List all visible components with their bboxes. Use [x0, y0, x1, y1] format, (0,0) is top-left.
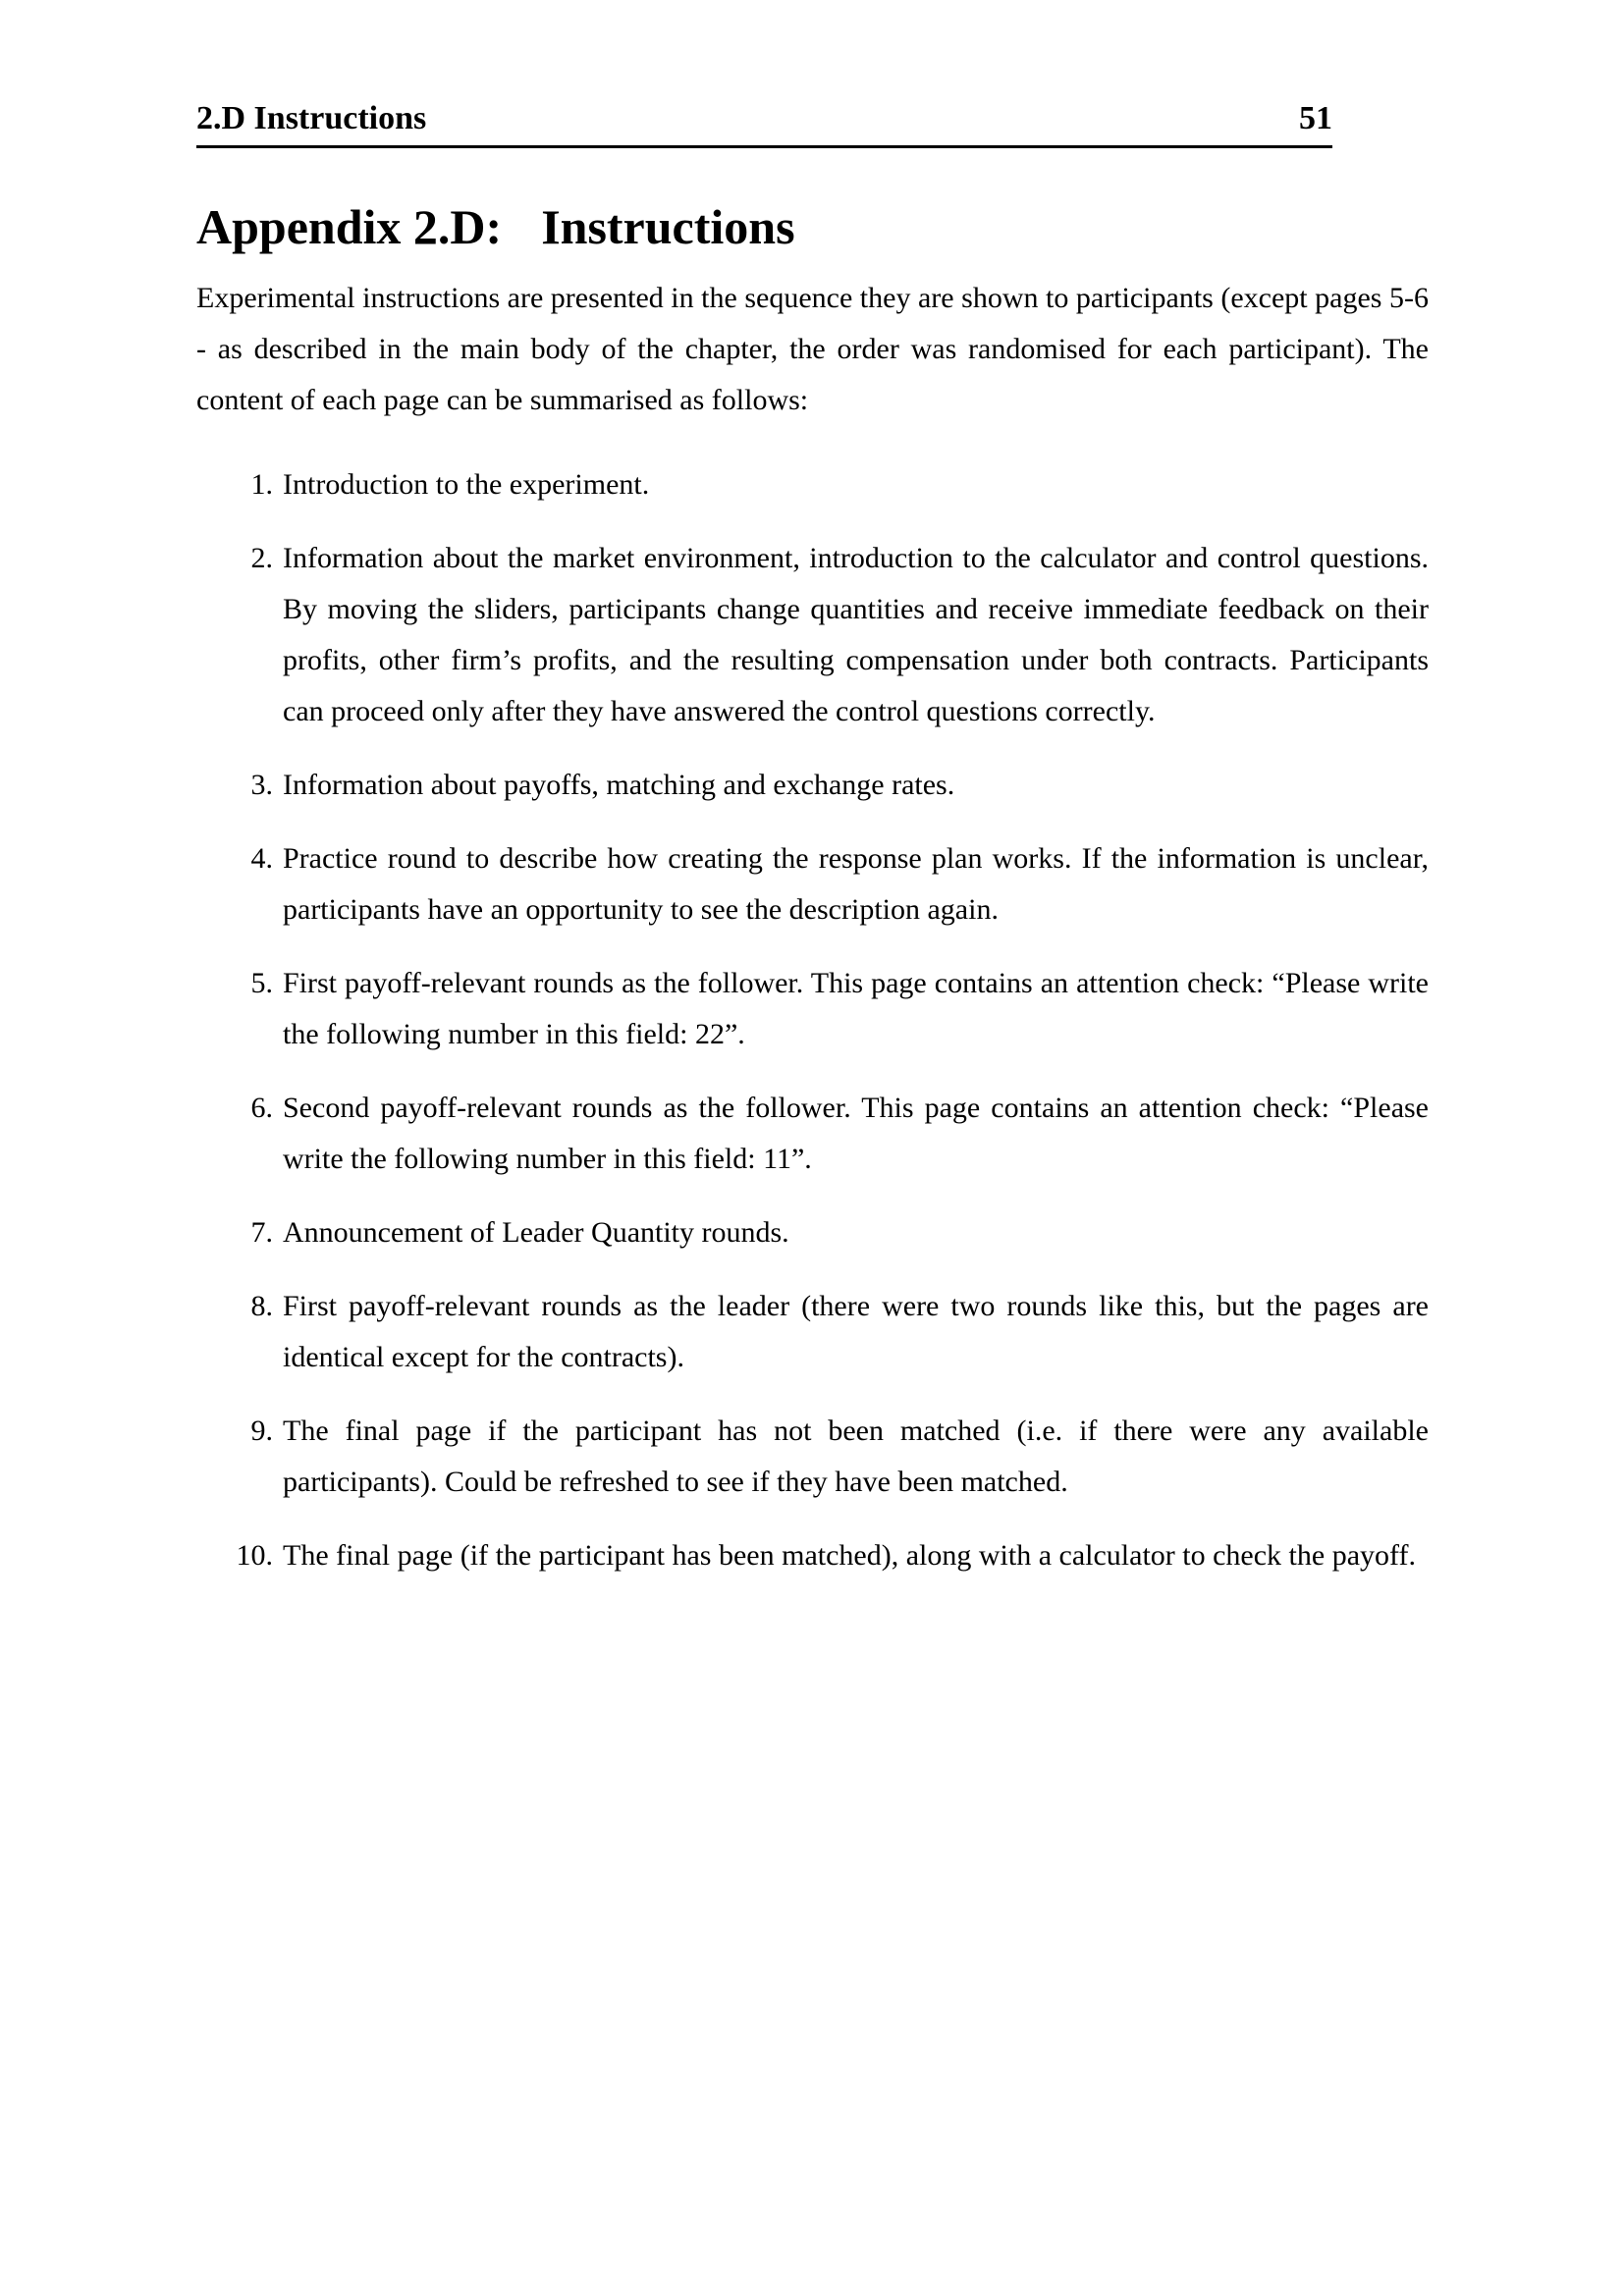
list-item — [196, 1406, 1429, 1508]
header-section-label: 2.D Instructions — [196, 100, 427, 136]
list-item — [196, 533, 1429, 737]
list-item — [196, 760, 1429, 811]
intro-paragraph: Experimental instructions are presented in the sequence they are shown to participants (except pages 5-6 - as described in the main body of the chapter, the order was randomised for each participant). The content of each page can be summarised as follows: — [196, 282, 1429, 416]
appendix-title-prefix: Appendix 2.D: — [196, 199, 503, 254]
list-item — [196, 1207, 1429, 1258]
list-item — [196, 958, 1429, 1060]
item-text: First payoff-relevant rounds as the leader (there were two rounds like this, but the pages are identical except for the contracts). — [283, 1290, 1429, 1373]
item-number: 6. — [250, 1092, 273, 1124]
item-text: The final page if the participant has not been matched (i.e. if there were any available participants). Could be refreshed to see if they have been matched. — [283, 1415, 1429, 1498]
appendix-title — [196, 199, 1429, 254]
item-number: 2. — [250, 542, 273, 574]
item-number: 9. — [250, 1415, 273, 1447]
list-item — [196, 459, 1429, 510]
item-number: 1. — [250, 468, 273, 501]
instruction-list — [196, 459, 1429, 1581]
list-item — [196, 833, 1429, 935]
item-text: Introduction to the experiment. — [283, 468, 650, 501]
list-item — [196, 1083, 1429, 1185]
appendix-title-label: Instructions — [541, 199, 795, 254]
page-content — [196, 0, 1429, 1604]
item-number: 5. — [250, 967, 273, 999]
list-item — [196, 1281, 1429, 1383]
item-text: Information about the market environment, introduction to the calculator and control questions. By moving the sliders, participants change quantities and receive immediate feedback on their profits, other firm’s profits, and the resulting compensation under both contracts. Participants can proceed only after they have answered the control questions correctly. — [283, 542, 1429, 727]
item-text: Practice round to describe how creating the response plan works. If the information is unclear, participants have an opportunity to see the description again. — [283, 842, 1429, 926]
item-number: 4. — [250, 842, 273, 875]
item-text: First payoff-relevant rounds as the follower. This page contains an attention check: “Please write the following number in this field: 22”. — [283, 967, 1429, 1050]
item-text: The final page (if the participant has been matched), along with a calculator to check the payoff. — [283, 1539, 1416, 1572]
item-text: Information about payoffs, matching and exchange rates. — [283, 769, 955, 801]
page-number: 51 — [1299, 100, 1332, 136]
item-number: 10. — [236, 1539, 273, 1572]
list-item — [196, 1530, 1429, 1581]
item-text: Second payoff-relevant rounds as the follower. This page contains an attention check: “Please write the following number in this field: 11”. — [283, 1092, 1429, 1175]
page-header — [196, 102, 1332, 148]
item-text: Announcement of Leader Quantity rounds. — [283, 1216, 789, 1249]
item-number: 7. — [250, 1216, 273, 1249]
item-number: 8. — [250, 1290, 273, 1322]
item-number: 3. — [250, 769, 273, 801]
